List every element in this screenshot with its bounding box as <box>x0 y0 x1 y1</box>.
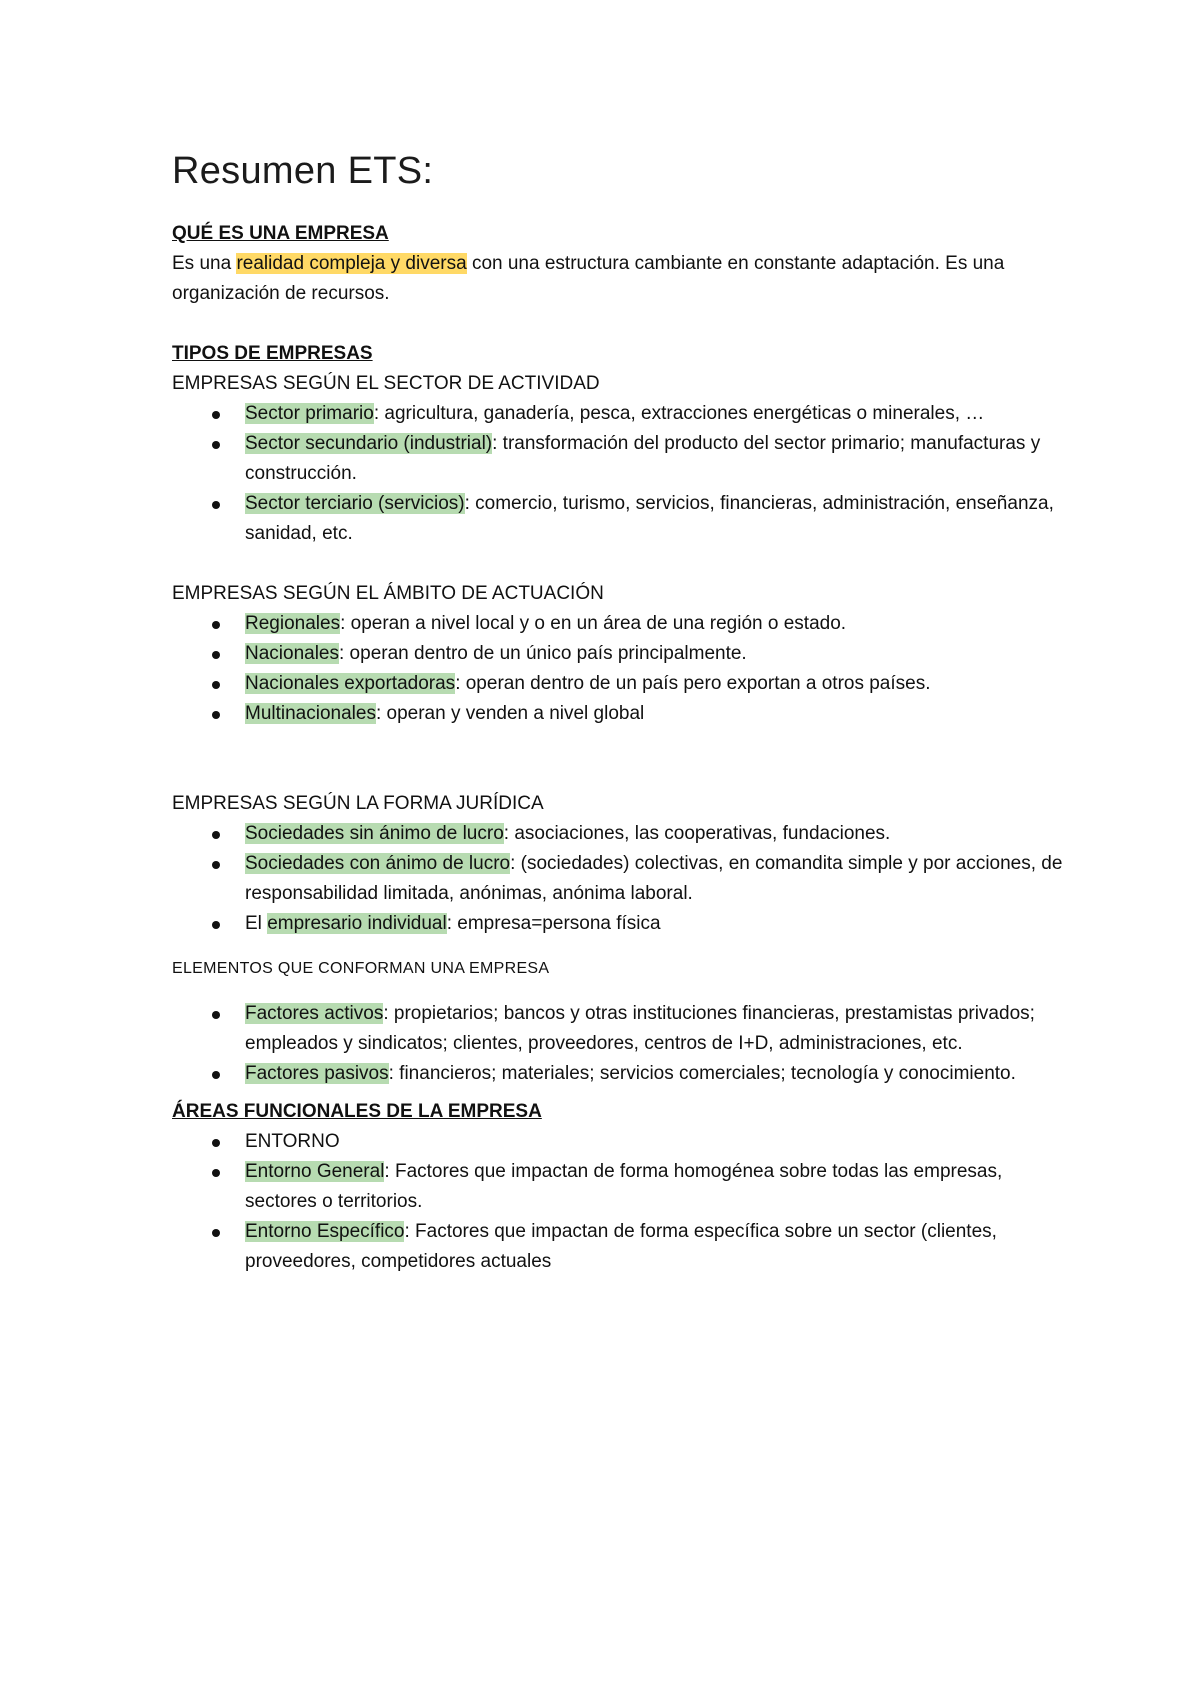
ambito-list <box>172 609 1072 729</box>
subheading-forma-juridica: EMPRESAS SEGÚN LA FORMA JURÍDICA <box>172 793 544 814</box>
list-item <box>172 489 1072 549</box>
definition-paragraph <box>172 249 1072 309</box>
areas-list-small <box>172 1217 1072 1277</box>
list-item <box>172 399 1072 429</box>
term-description: : Factores que impactan de forma específica sobre un sector (clientes, proveedores, competidores actuales <box>245 1221 997 1272</box>
document-title: Resumen ETS: <box>172 150 434 192</box>
section-heading-areas: ÁREAS FUNCIONALES DE LA EMPRESA <box>172 1101 542 1122</box>
term-description: : financieros; materiales; servicios comerciales; tecnología y conocimiento. <box>388 1063 1016 1084</box>
term-description: : agricultura, ganadería, pesca, extracciones energéticas o minerales, … <box>373 403 985 424</box>
list-item <box>172 1059 1072 1089</box>
sector-list <box>172 399 1072 549</box>
subheading-elementos: ELEMENTOS QUE CONFORMAN UNA EMPRESA <box>172 960 550 977</box>
term-description: : operan dentro de un país pero exportan a otros países. <box>455 673 931 694</box>
elementos-list <box>172 999 1072 1089</box>
list-item <box>172 699 1072 729</box>
term-highlight: Factores pasivos <box>245 1063 389 1084</box>
term-highlight: Sector secundario (industrial) <box>245 433 493 454</box>
term-highlight: Sector primario <box>245 403 374 424</box>
list-item <box>172 609 1072 639</box>
term-description: : comercio, turismo, servicios, financieras, administración, enseñanza, sanidad, etc. <box>245 493 1054 544</box>
term-highlight: Nacionales exportadoras <box>245 673 456 694</box>
areas-list <box>172 1127 1072 1217</box>
term-description: : Factores que impactan de forma homogénea sobre todas las empresas, sectores o territorios. <box>245 1161 1003 1212</box>
term-description: : transformación del producto del sector primario; manufacturas y construcción. <box>245 433 1041 484</box>
document-body <box>172 219 1072 1277</box>
term-description: : operan dentro de un único país principalmente. <box>339 643 747 664</box>
term-highlight: Entorno Específico <box>245 1221 405 1242</box>
term-description: : empresa=persona física <box>446 913 661 934</box>
item-prefix: El <box>245 913 268 934</box>
term-highlight: Multinacionales <box>245 703 376 724</box>
subheading-sector: EMPRESAS SEGÚN EL SECTOR DE ACTIVIDAD <box>172 373 600 394</box>
item-text: ENTORNO <box>245 1131 340 1152</box>
paragraph-text: Es una <box>172 253 237 274</box>
list-item <box>172 819 1072 849</box>
list-item <box>172 669 1072 699</box>
term-highlight: Sector terciario (servicios) <box>245 493 465 514</box>
term-highlight: Sociedades con ánimo de lucro <box>245 853 511 874</box>
term-highlight: Nacionales <box>245 643 339 664</box>
forma-juridica-list <box>172 819 1072 939</box>
list-item <box>172 429 1072 489</box>
term-description: : operan a nivel local y o en un área de una región o estado. <box>340 613 847 634</box>
term-highlight: Sociedades sin ánimo de lucro <box>245 823 504 844</box>
term-description: : asociaciones, las cooperativas, fundaciones. <box>503 823 891 844</box>
list-item <box>172 909 1072 939</box>
paragraph-text: con una estructura cambiante en constante adaptación. Es una organización de recursos. <box>172 253 1005 304</box>
term-highlight: Factores activos <box>245 1003 384 1024</box>
list-item <box>172 1217 1072 1277</box>
list-item <box>172 1157 1072 1217</box>
list-item <box>172 999 1072 1059</box>
term-description: : propietarios; bancos y otras instituciones financieras, prestamistas privados; empleados y sindicatos; clientes, proveedores, centros de I+D, administraciones, etc. <box>245 1003 1035 1054</box>
term-highlight: Regionales <box>245 613 341 634</box>
list-item <box>172 1127 1072 1157</box>
section-heading-que-es: QUÉ ES UNA EMPRESA <box>172 223 389 244</box>
section-heading-tipos: TIPOS DE EMPRESAS <box>172 343 373 364</box>
term-description: : operan y venden a nivel global <box>375 703 645 724</box>
list-item <box>172 849 1072 909</box>
term-highlight: empresario individual <box>267 913 447 934</box>
list-item <box>172 639 1072 669</box>
term-highlight: Entorno General <box>245 1161 385 1182</box>
subheading-ambito: EMPRESAS SEGÚN EL ÁMBITO DE ACTUACIÓN <box>172 583 604 604</box>
term-description: : (sociedades) colectivas, en comandita simple y por acciones, de responsabilidad limitada, anónimas, anónima laboral. <box>245 853 1063 904</box>
highlight-yellow: realidad compleja y diversa <box>236 253 467 274</box>
